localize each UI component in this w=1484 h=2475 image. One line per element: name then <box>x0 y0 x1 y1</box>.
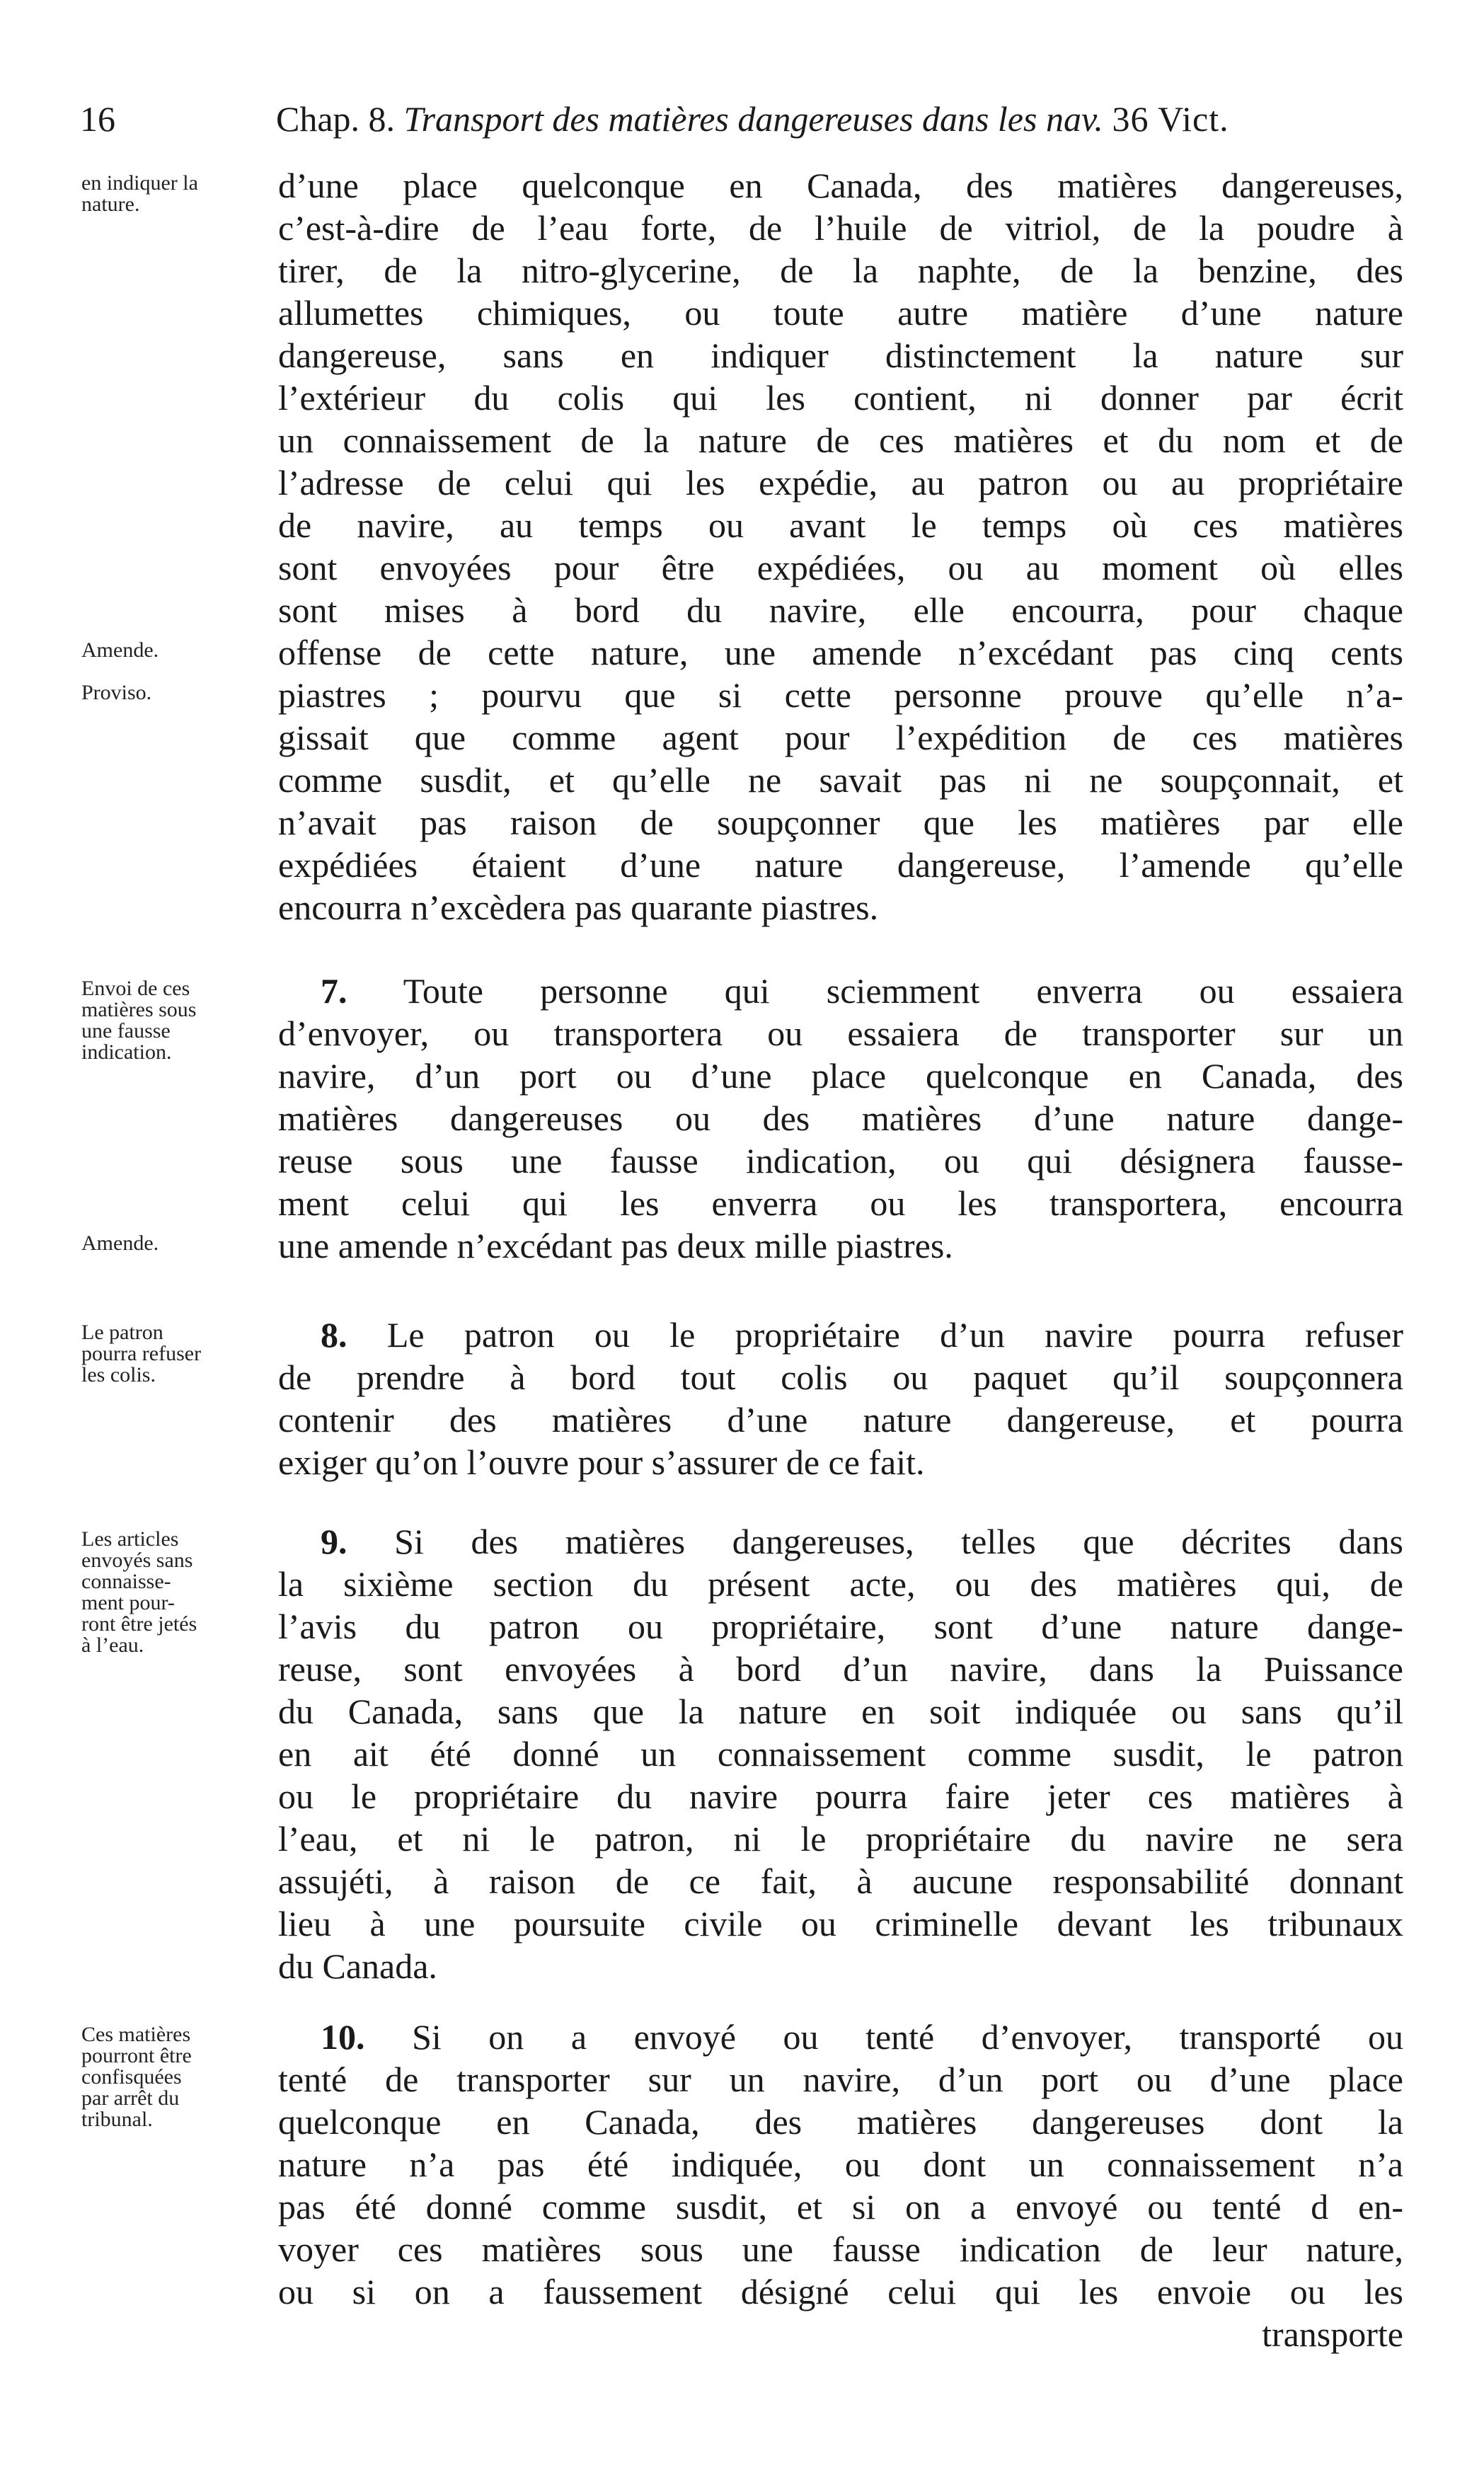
text-line: une amende n’excédant pas deux mille piastres. <box>278 1226 953 1265</box>
text-line: l’avis du patron ou propriétaire, sont d’une nature dange- <box>278 1607 1403 1646</box>
text-line: exiger qu’on l’ouvre pour s’assurer de ce fait. <box>278 1442 925 1482</box>
section-number: 10. <box>321 2017 365 2057</box>
text-line: offense de cette nature, une amende n’excédant pas cinq cents <box>278 633 1403 672</box>
text-line: en ait été donné un connaissement comme susdit, le patron <box>278 1734 1403 1774</box>
chapter-label: Chap. 8. <box>276 99 396 139</box>
text-line: n’avait pas raison de soupçonner que les matières par elle <box>278 803 1403 842</box>
text-line: d’envoyer, ou transportera ou essaiera de transporter sur un <box>278 1013 1403 1053</box>
margin-note-confisquees: Ces matières pourront être confisquées par arrêt du tribunal. <box>81 2023 192 2131</box>
section-text <box>278 970 1403 1267</box>
text-line: reuse sous une fausse indication, ou qui désignera fausse- <box>278 1141 1403 1181</box>
text-line: l’extérieur du colis qui les contient, ni donner par écrit <box>278 378 1403 418</box>
text-line: la sixième section du présent acte, ou des matières qui, de <box>278 1564 1403 1604</box>
margin-note-amende: Amende. <box>81 1231 159 1255</box>
section-text <box>278 2016 1403 2355</box>
text-line: ou le propriétaire du navire pourra faire jeter ces matières à <box>278 1776 1403 1816</box>
page-number: 16 <box>80 99 115 139</box>
text-line: l’adresse de celui qui les expédie, au patron ou au propriétaire <box>278 463 1403 503</box>
text-line: matières dangereuses ou des matières d’une nature dange- <box>278 1098 1403 1138</box>
text-line: tirer, de la nitro-glycerine, de la naphte, de la benzine, des <box>278 251 1403 290</box>
text-line: expédiées étaient d’une nature dangereuse, l’amende qu’elle <box>278 845 1403 885</box>
margin-note-articles: Les articles envoyés sans connaisse- ment pour- ront être jetés à l’eau. <box>81 1527 197 1657</box>
text-line: du Canada, sans que la nature en soit indiquée ou sans qu’il <box>278 1692 1403 1731</box>
text-line: l’eau, et ni le patron, ni le propriétaire du navire ne sera <box>278 1819 1403 1859</box>
text-line: de prendre à bord tout colis ou paquet qu’il soupçonnera <box>278 1357 1403 1397</box>
margin-note-indication: en indiquer la nature. <box>81 171 198 216</box>
text-line: 7. Toute personne qui sciemment enverra ou essaiera <box>321 971 1403 1011</box>
text-line: pas été donné comme susdit, et si on a envoyé ou tenté d en- <box>278 2187 1403 2227</box>
text-line: de navire, au temps ou avant le temps où ces matières <box>278 505 1403 545</box>
text-line: c’est-à-dire de l’eau forte, de l’huile de vitriol, de la poudre à <box>278 208 1403 248</box>
text-line: navire, d’un port ou d’une place quelconque en Canada, des <box>278 1056 1403 1096</box>
text-line: gissait que comme agent pour l’expédition de ces matières <box>278 718 1403 757</box>
text-line: quelconque en Canada, des matières dangereuses dont la <box>278 2102 1403 2142</box>
text-line: du Canada. <box>278 1946 437 1986</box>
text-line: ou si on a faussement désigné celui qui les envoie ou les <box>278 2272 1403 2312</box>
text-line: 8. Le patron ou le propriétaire d’un navire pourra refuser <box>321 1315 1404 1355</box>
text-line: tenté de transporter sur un navire, d’un port ou d’une place <box>278 2060 1403 2099</box>
text-line: d’une place quelconque en Canada, des matières dangereuses, <box>278 166 1403 205</box>
section-text <box>278 1314 1403 1483</box>
text-line: 9. Si des matières dangereuses, telles que décrites dans <box>321 1522 1403 1561</box>
text-line: piastres ; pourvu que si cette personne prouve qu’elle n’a- <box>278 675 1403 715</box>
text-line: sont envoyées pour être expédiées, ou au moment où elles <box>278 548 1403 587</box>
text-line: assujéti, à raison de ce fait, à aucune responsabilité donnant <box>278 1861 1403 1901</box>
margin-note-proviso: Proviso. <box>81 681 152 704</box>
section-text <box>278 164 1403 929</box>
text-line: reuse, sont envoyées à bord d’un navire, dans la Puissance <box>278 1649 1403 1689</box>
text-line: encourra n’excèdera pas quarante piastres. <box>278 888 879 927</box>
text-line: comme susdit, et qu’elle ne savait pas ni ne soupçonnait, et <box>278 760 1403 800</box>
margin-note-patron: Le patron pourra refuser les colis. <box>81 1321 202 1386</box>
regnal-year: 36 Vict. <box>1112 99 1229 139</box>
catchword: transporte <box>1262 2314 1403 2354</box>
text-line: allumettes chimiques, ou toute autre matière d’une nature <box>278 293 1403 333</box>
chapter-title: Transport des matières dangereuses dans les nav. <box>403 99 1103 139</box>
margin-note-envoi: Envoi de ces matières sous une fausse indication. <box>81 977 197 1064</box>
text-line: voyer ces matières sous une fausse indication de leur nature, <box>278 2229 1403 2269</box>
page-header <box>80 91 1403 147</box>
text-line: dangereuse, sans en indiquer distinctement la nature sur <box>278 335 1403 375</box>
text-line: 10. Si on a envoyé ou tenté d’envoyer, transporté ou <box>321 2017 1404 2057</box>
text-line: ment celui qui les enverra ou les transportera, encourra <box>278 1183 1403 1223</box>
text-line: lieu à une poursuite civile ou criminelle devant les tribunaux <box>278 1904 1403 1943</box>
text-line: un connaissement de la nature de ces matières et du nom et de <box>278 420 1403 460</box>
section-number: 8. <box>321 1315 347 1355</box>
margin-note-amende: Amende. <box>81 638 159 662</box>
text-line: sont mises à bord du navire, elle encourra, pour chaque <box>278 590 1403 630</box>
text-line: nature n’a pas été indiquée, ou dont un connaissement n’a <box>278 2144 1403 2184</box>
section-number: 9. <box>321 1522 347 1561</box>
section-text <box>278 1520 1403 1987</box>
text-line: contenir des matières d’une nature dangereuse, et pourra <box>278 1400 1403 1440</box>
running-title <box>276 91 1229 147</box>
section-number: 7. <box>321 971 347 1011</box>
